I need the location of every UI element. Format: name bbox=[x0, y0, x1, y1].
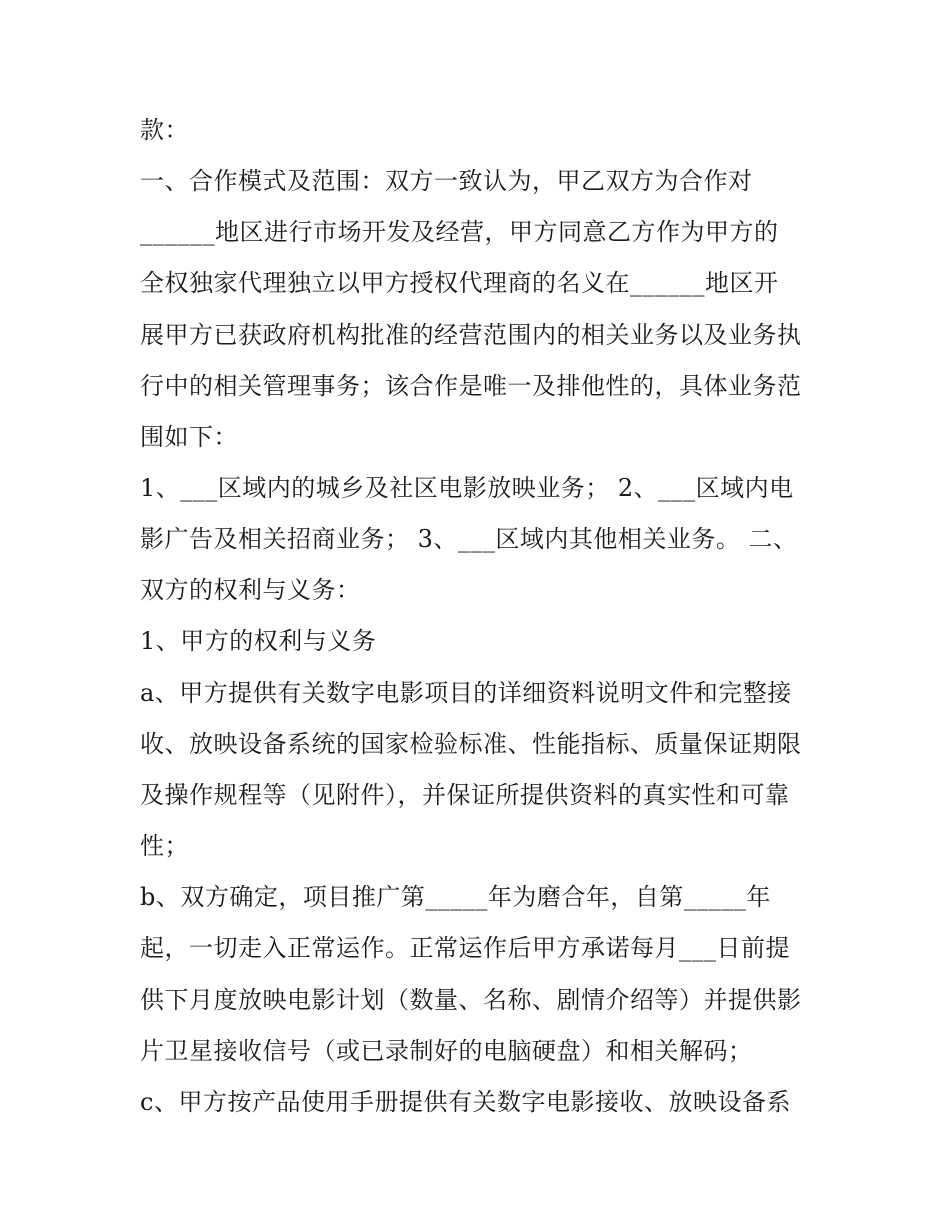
text-line: 一、合作模式及范围：双方一致认为，甲乙双方为合作对 bbox=[140, 167, 753, 195]
text-line: 起，一切走入正常运作。正常运作后甲方承诺每月___日前提 bbox=[140, 934, 790, 962]
text-line: 及操作规程等（见附件），并保证所提供资料的真实性和可靠 bbox=[140, 781, 790, 809]
section-heading: 1、甲方的权利与义务 bbox=[140, 627, 377, 655]
text-line: 围如下： bbox=[140, 423, 238, 451]
text-line: 双方的权利与义务： bbox=[140, 576, 361, 604]
text-line: 影广告及相关招商业务； 3、___区域内其他相关业务。 二、 bbox=[140, 525, 798, 553]
text-line: 性； bbox=[140, 832, 189, 860]
text-line: 款： bbox=[140, 116, 189, 144]
text-line: c、甲方按产品使用手册提供有关数字电影接收、放映设备系 bbox=[140, 1088, 791, 1116]
text-line: a、甲方提供有关数字电影项目的详细资料说明文件和完整接 bbox=[140, 679, 792, 707]
text-line: 片卫星接收信号（或已录制好的电脑硬盘）和相关解码； bbox=[140, 1037, 753, 1065]
text-line: b、双方确定，项目推广第_____年为磨合年，自第_____年 bbox=[140, 883, 771, 911]
text-line: ______地区进行市场开发及经营，甲方同意乙方作为甲方的 bbox=[140, 218, 779, 246]
text-line: 供下月度放映电影计划（数量、名称、剧情介绍等）并提供影 bbox=[140, 986, 802, 1014]
text-line: 全权独家代理独立以甲方授权代理商的名义在______地区开 bbox=[140, 269, 779, 297]
text-line: 1、___区域内的城乡及社区电影放映业务； 2、___区域内电 bbox=[140, 474, 794, 502]
text-line: 行中的相关管理事务；该合作是唯一及排他性的，具体业务范 bbox=[140, 372, 802, 400]
text-line: 收、放映设备系统的国家检验标准、性能指标、质量保证期限 bbox=[140, 730, 802, 758]
text-line: 展甲方已获政府机构批准的经营范围内的相关业务以及业务执 bbox=[140, 321, 802, 349]
